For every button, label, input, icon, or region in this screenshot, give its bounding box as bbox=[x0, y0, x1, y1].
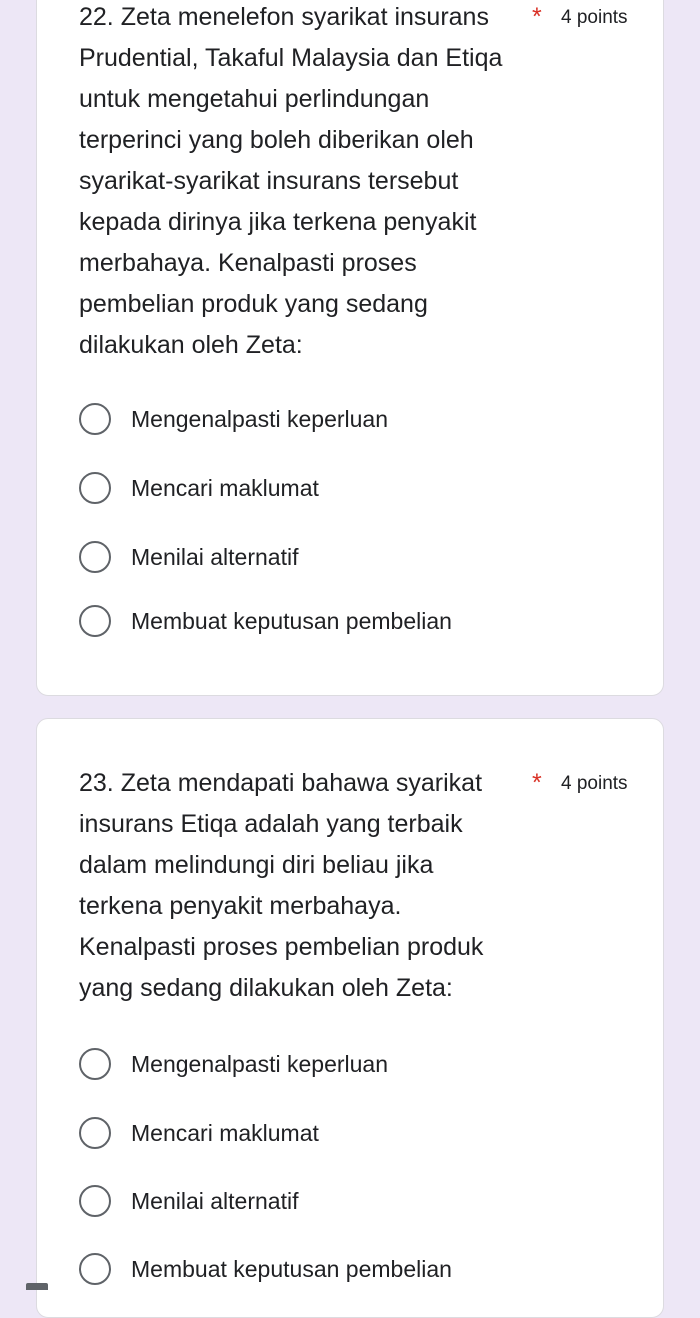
question-text-22: Zeta menelefon syarikat insurans Prudential, Takaful Malaysia dan Etiqa untuk mengetahui perlindungan terperinci yang boleh diberikan oleh syarikat-syarikat insurans tersebut kepada dirinya jika terkena penyakit merbahaya. Kenalpasti proses pembelian produk yang sedang dilakukan oleh Zeta: bbox=[79, 3, 503, 359]
question-card-23 bbox=[36, 718, 664, 1318]
option-label: Mencari maklumat bbox=[131, 474, 319, 501]
question-card-22 bbox=[36, 0, 664, 696]
radio-button-icon[interactable] bbox=[79, 1185, 111, 1217]
question-header-22 bbox=[79, 0, 639, 366]
question-number-23: 23. bbox=[79, 769, 114, 797]
option-label: Mengenalpasti keperluan bbox=[131, 405, 389, 432]
radio-option-22-4[interactable] bbox=[79, 601, 452, 641]
option-label: Membuat keputusan pembelian bbox=[131, 607, 452, 634]
radio-button-icon[interactable] bbox=[79, 403, 111, 435]
radio-option-22-2[interactable] bbox=[79, 468, 319, 508]
radio-option-22-1[interactable] bbox=[79, 399, 388, 439]
option-label: Menilai alternatif bbox=[131, 543, 299, 570]
question-text-23: Zeta mendapati bahawa syarikat insurans Etiqa adalah yang terbaik dalam melindungi diri beliau jika terkena penyakit merbahaya. Kenalpasti proses pembelian produk yang sedang dilakukan oleh Zeta: bbox=[79, 769, 484, 1002]
radio-button-icon[interactable] bbox=[79, 605, 111, 637]
radio-option-22-3[interactable] bbox=[79, 537, 298, 577]
radio-option-23-4[interactable] bbox=[79, 1249, 452, 1289]
radio-button-icon[interactable] bbox=[79, 541, 111, 573]
radio-button-icon[interactable] bbox=[79, 1117, 111, 1149]
radio-button-icon[interactable] bbox=[79, 472, 111, 504]
option-label: Mengenalpasti keperluan bbox=[131, 1050, 389, 1077]
question-title-23 bbox=[79, 763, 519, 1009]
radio-button-icon[interactable] bbox=[79, 1253, 111, 1285]
required-asterisk-23: * bbox=[532, 769, 542, 797]
option-label: Membuat keputusan pembelian bbox=[131, 1255, 452, 1282]
question-number-22: 22. bbox=[79, 3, 114, 31]
radio-option-23-3[interactable] bbox=[79, 1181, 298, 1221]
option-label: Menilai alternatif bbox=[131, 1187, 299, 1214]
radio-option-23-1[interactable] bbox=[79, 1044, 388, 1084]
radio-button-icon[interactable] bbox=[79, 1048, 111, 1080]
points-label-22: 4 points bbox=[561, 7, 628, 28]
option-label: Mencari maklumat bbox=[131, 1119, 319, 1146]
question-header-23 bbox=[79, 763, 639, 1009]
partial-icon bbox=[26, 1283, 48, 1290]
question-title-22 bbox=[79, 0, 519, 366]
required-asterisk-22: * bbox=[532, 3, 542, 31]
points-label-23: 4 points bbox=[561, 773, 628, 794]
radio-option-23-2[interactable] bbox=[79, 1113, 319, 1153]
